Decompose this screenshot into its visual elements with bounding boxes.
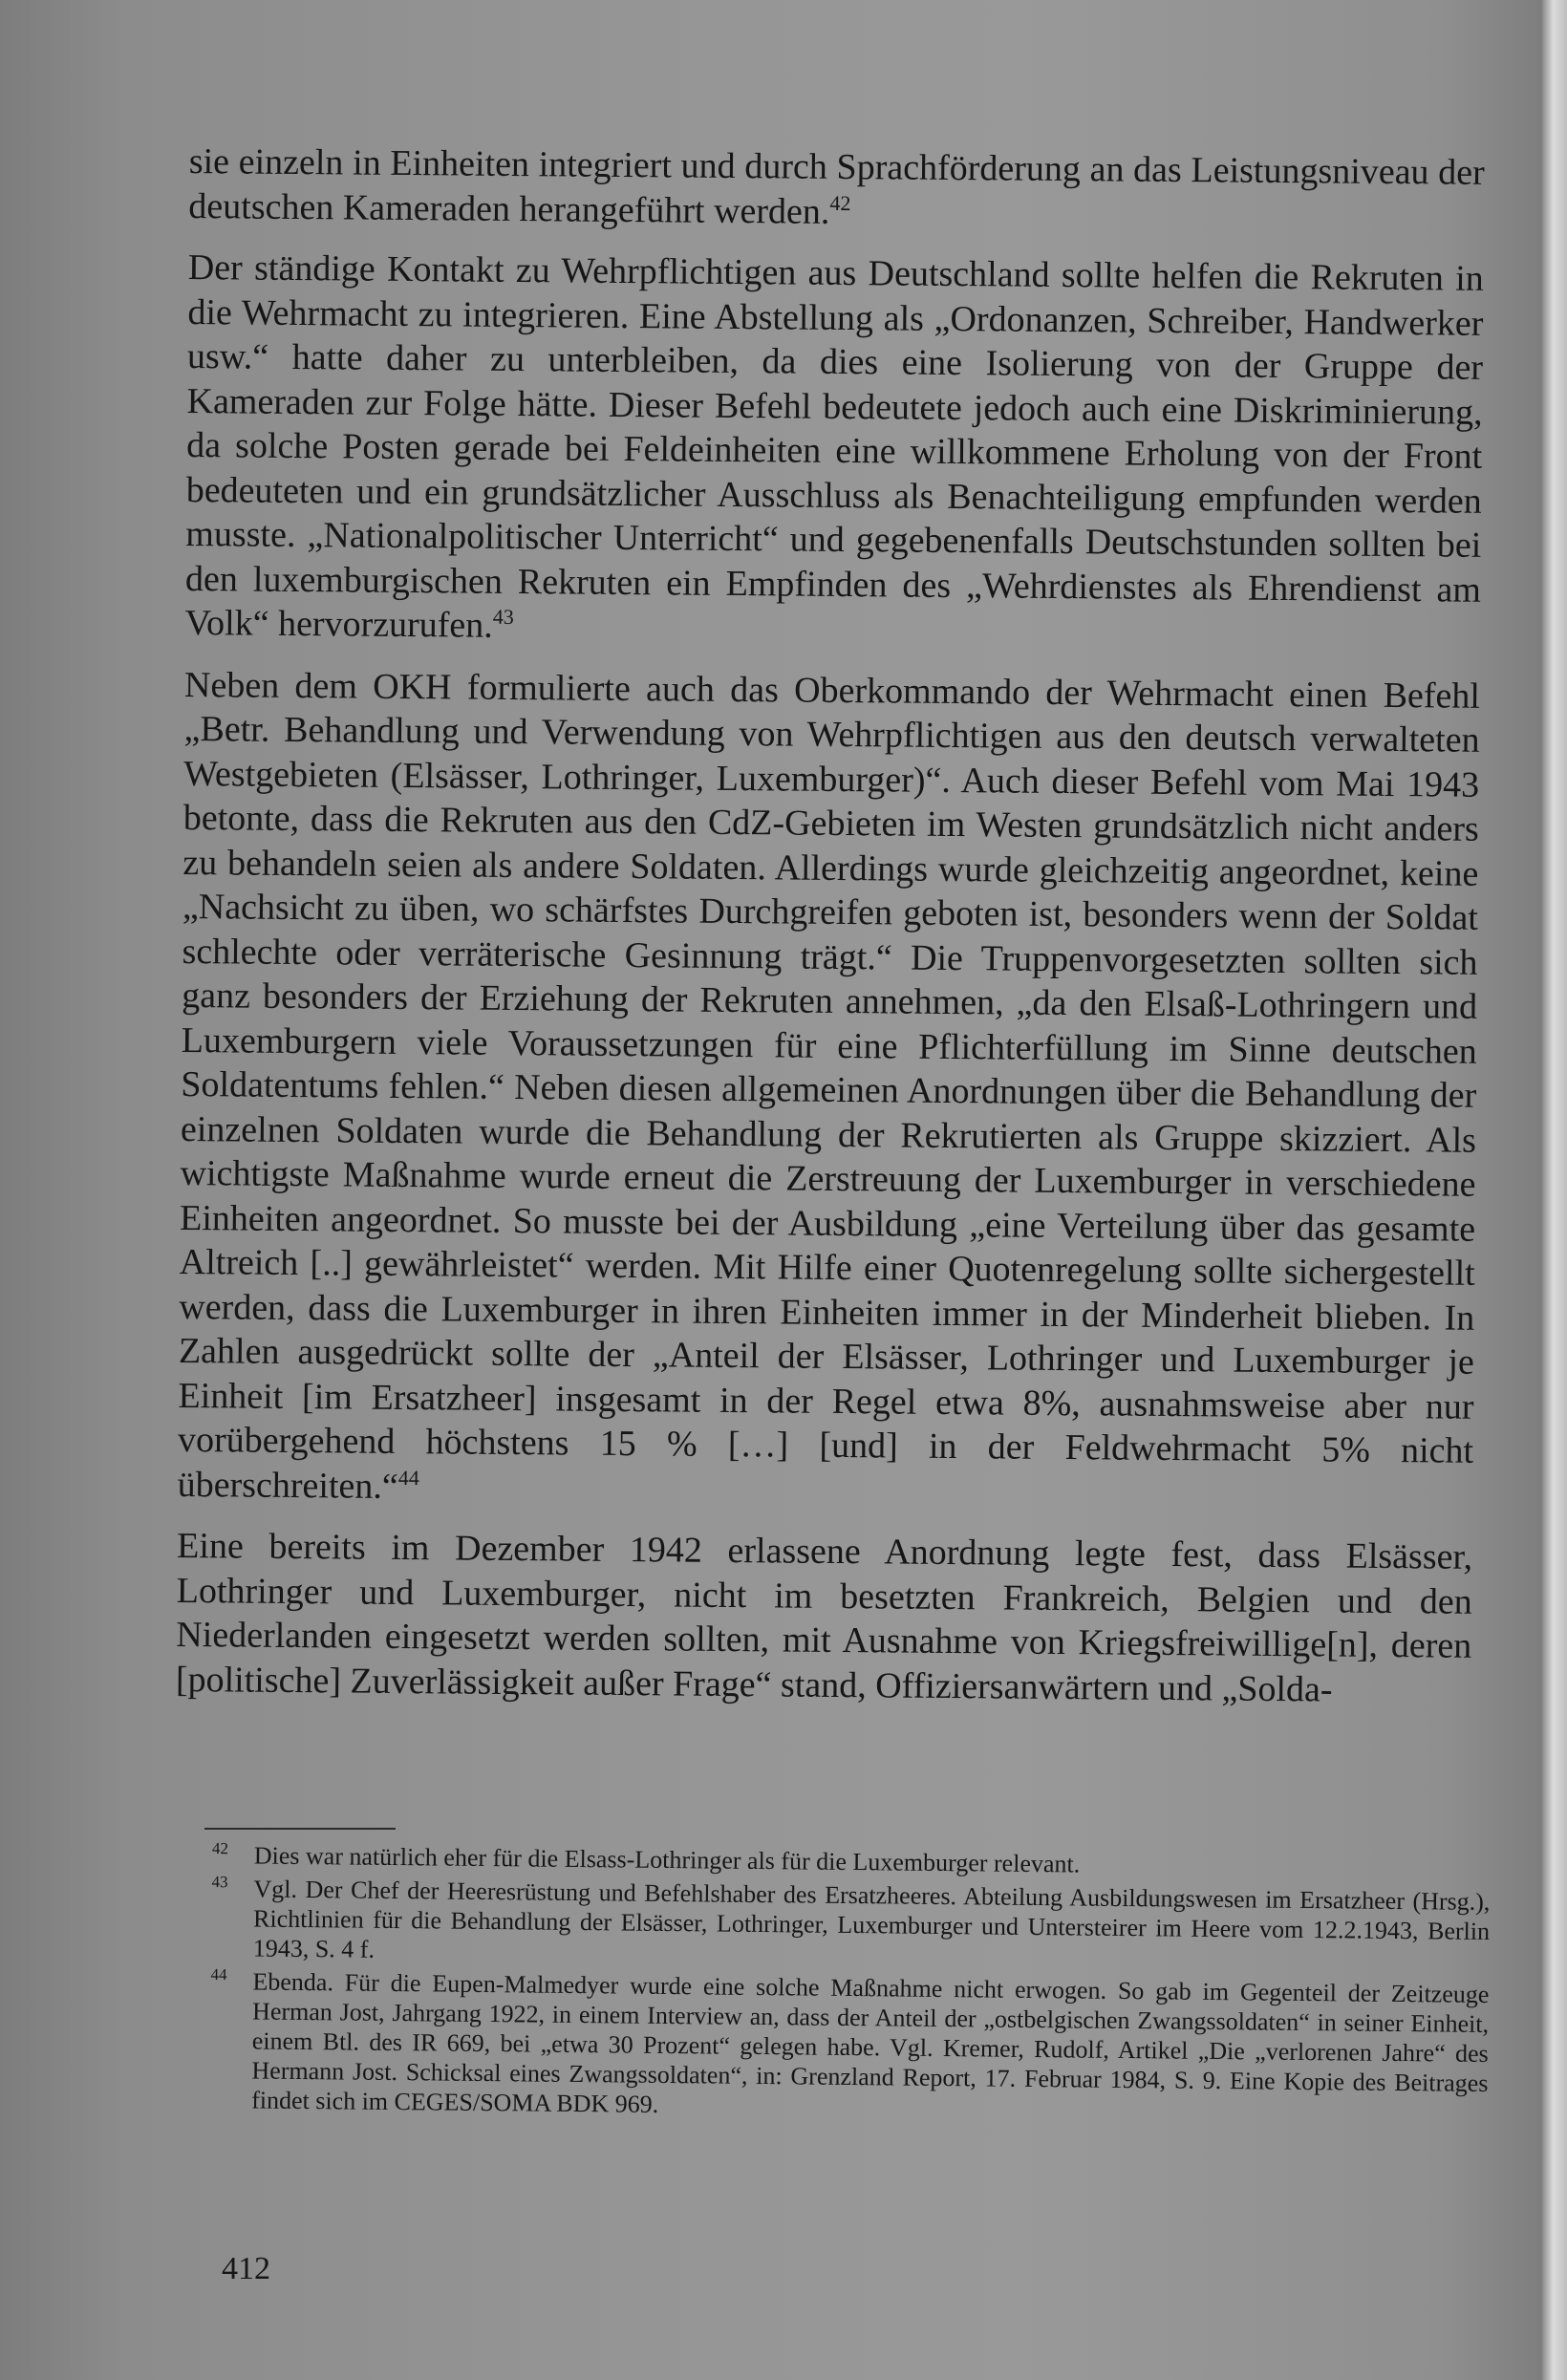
book-spine-edge (1542, 0, 1567, 2380)
paragraph-3: Neben dem OKH formulierte auch das Oberkommando der Wehrmacht einen Befehl „Betr. Behandlung und Verwendung von Wehrpflichtigen aus den deutsch verwalteten Westgebieten (Elsässer, Lothringer, Luxemburger)“. Auch dieser Befehl vom Mai 1943 betonte, dass die Rekruten aus den CdZ-Gebieten im Westen grundsätzlich nicht anders zu behandeln seien als andere Soldaten. Allerdings wurde gleichzeitig angeordnet, keine „Nachsicht zu üben, wo schärfstes Durchgreifen geboten ist, besonders wenn der Soldat schlechte oder verräterische Gesinnung trägt.“ Die Truppenvorgesetzten sollten sich ganz besonders der Erziehung der Rekruten annehmen, „da den Elsaß-Lothringern und Luxemburgern viele Voraussetzungen für eine Pflichterfüllung im Sinne deutschen Soldatentums fehlen.“ Neben diesen allgemeinen Anordnungen über die Behandlung der einzelnen Soldaten wurde die Behandlung der Rekrutierten als Gruppe skizziert. Als wichtigste Maßnahme wurde erneut die Zerstreuung der Luxemburger in verschiedene Einheiten angeordnet. So musste bei der Ausbildung „eine Verteilung über das gesamte Altreich [..] gewährleistet“ werden. Mit Hilfe einer Quotenregelung sollte sichergestellt werden, dass die Luxemburger in ihren Einheiten immer in der Minderheit blieben. In Zahlen ausgedrückt sollte der „Anteil der Elsässer, Lothringer und Luxemburger je Einheit [im Ersatzheer] insgesamt in der Regel etwa 8%, ausnahmsweise aber nur vorübergehend höchstens 15 % […] [und] in der Feldwehrmacht 5% nicht überschreiten.“$^{44}$ (177, 664, 1481, 1507)
footnote-text: Ebenda. Für die Eupen-Malmedyer wurde eine solche Maßnahme nicht erwogen. So gab im Gegenteil der Zeitzeuge Herman Jost, Jahrgang 1922, in einem Interview an, dass der Anteil der „ostbelgischen Zwangssoldaten“ in seiner Einheit, einem Btl. des IR 669, bei „etwa 30 Prozent“ gelegen habe. Vgl. Kremer, Rudolf, Artikel „Die „verlorenen Jahre“ des Hermann Jost. Schicksal eines Zwangssoldaten“, in: Grenzland Report, 17. Februar 1984, S. 9. Eine Kopie des Beitrages findet sich im CEGES/SOMA BDK 969. (251, 1967, 1490, 2118)
footnote-ref-42: 42 (829, 190, 851, 215)
footnote-ref-44: 44 (397, 1465, 419, 1490)
footnotes (209, 1840, 1491, 2132)
page-number: 412 (222, 2251, 270, 2286)
paragraph-4: Eine bereits im Dezember 1942 erlassene Anordnung legte fest, dass Elsässer, Lothringer und Luxemburger, nicht im besetzten Frankreich, Belgien und den Niederlanden eingesetzt werden sollten, mit Ausnahme von Kriegsfreiwillige[n], deren [politische] Zuverlässigkeit außer Frage“ stand, Offiziersanwärtern und „Solda- (175, 1525, 1473, 1710)
footnote-43 (211, 1874, 1491, 1976)
main-text (176, 139, 1485, 1730)
paragraph-2: Der ständige Kontakt zu Wehrpflichtigen aus Deutschland sollte helfen die Rekruten in die Wehrmacht zu integrieren. Eine Abstellung als „Ordonanzen, Schreiber, Handwerker usw.“ hatte daher zu unterbleiben, da dies eine Isolierung von der Gruppe der Kameraden zur Folge hätte. Dieser Befehl bedeutete jedoch auch eine Diskriminierung, da solche Posten gerade bei Feldeinheiten eine willkommene Erholung von der Front bedeuteten und ein grundsätzlicher Ausschluss als Benachteiligung empfunden werden musste. „Nationalpolitischer Unterricht“ und gegebenenfalls Deutschstunden sollten bei den luxemburgischen Rekruten ein Empfinden des „Wehrdienstes als Ehrendienst am Volk“ hervorzurufen.$^{43}$ (184, 247, 1484, 646)
paragraph-1: sie einzeln in Einheiten integriert und durch Sprachförderung an das Leistungsniveau der deutschen Kameraden herangeführt werden.$^{42}$ (188, 140, 1485, 232)
footnote-text: Dies war natürlich eher für die Elsass-Lothringer als für die Luxemburger relevant. (253, 1841, 1081, 1878)
footnote-separator (204, 1828, 396, 1830)
footnote-text: Vgl. Der Chef der Heeresrüstung und Befehlshaber des Ersatzheeres. Abteilung Ausbildungswesen im Ersatzheer (Hrsg.), Richtlinien für die Behandlung der Elsässer, Lothringer, Luxemburger und Untersteirer im Heere vom 12.2.1943, Berlin 1943, S. 4 f. (252, 1875, 1491, 1963)
footnote-ref-43: 43 (492, 604, 514, 629)
footnote-44 (209, 1966, 1490, 2128)
